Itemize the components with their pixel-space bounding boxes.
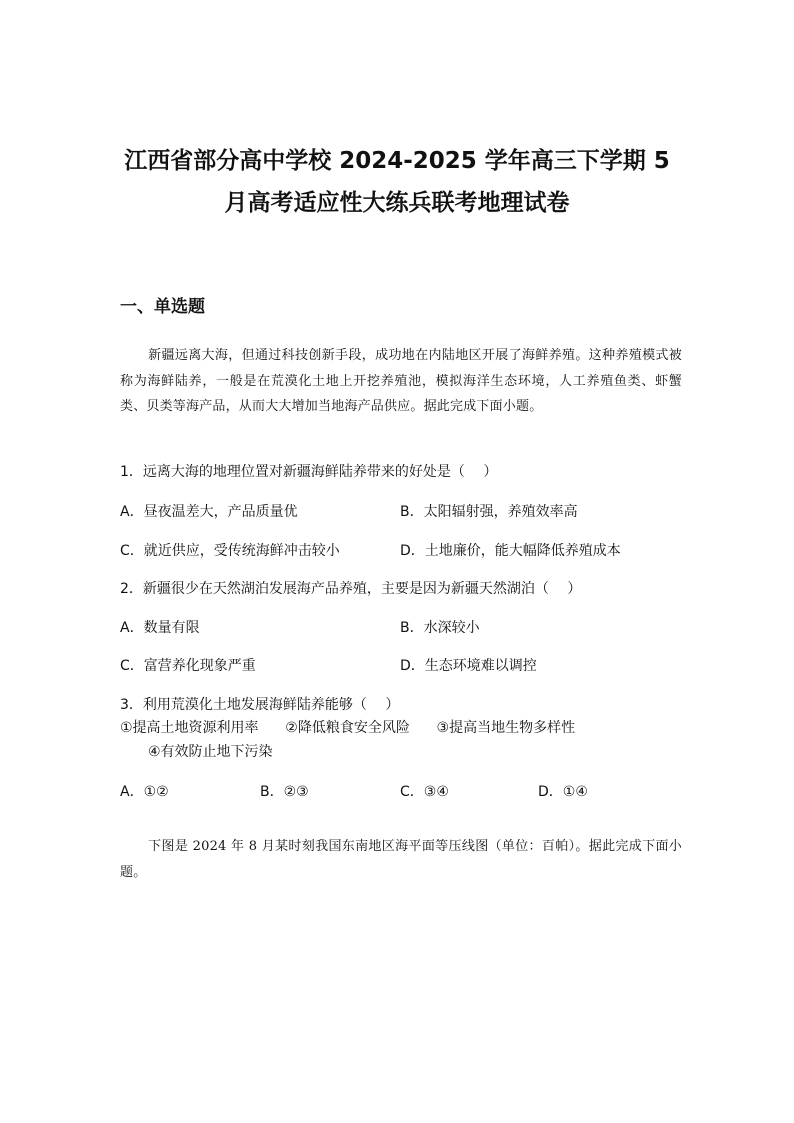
question-2-option-d[interactable]: D．生态环境难以调控: [400, 658, 537, 674]
reading-passage-2: [120, 834, 682, 885]
passage-2-text: 下图是 2024 年 8 月某时刻我国东南地区海平面等压线图（单位：百帕）。据此完成下面小题。: [120, 839, 682, 880]
passage-1-text: 新疆远离大海，但通过科技创新手段，成功地在内陆地区开展了海鲜养殖。这种养殖模式被称为海鲜陆养，一般是在荒漠化土地上开挖养殖池，模拟海洋生态环境，人工养殖鱼类、虾蟹类、贝类等海产品，从而大大增加当地海产品供应。据此完成下面小题。: [120, 348, 682, 414]
page-title: [100, 140, 694, 224]
question-1-option-b[interactable]: B．太阳辐射强，养殖效率高: [400, 504, 578, 520]
title-line-1: 江西省部分高中学校 2024-2025 学年高三下学期 5: [124, 148, 670, 174]
title-line-2: 月高考适应性大练兵联考地理试卷: [224, 190, 570, 216]
question-3-option-b[interactable]: B．②③: [260, 784, 309, 800]
question-1-stem: 1．远离大海的地理位置对新疆海鲜陆养带来的好处是（ ）: [120, 464, 498, 480]
question-2-option-c[interactable]: C．富营养化现象严重: [120, 658, 256, 674]
statement-3: ③提高当地生物多样性: [436, 720, 576, 736]
question-1-option-a[interactable]: A．昼夜温差大，产品质量优: [120, 504, 298, 520]
question-2-stem: 2．新疆很少在天然湖泊发展海产品养殖，主要是因为新疆天然湖泊（ ）: [120, 581, 582, 597]
question-3-option-d[interactable]: D．①④: [538, 784, 588, 800]
statement-4: ④有效防止地下污染: [148, 744, 273, 760]
question-2-option-a[interactable]: A．数量有限: [120, 620, 200, 636]
question-3-stem: 3．利用荒漠化土地发展海鲜陆养能够（ ）: [120, 697, 400, 713]
statement-1: ①提高土地资源利用率: [120, 720, 259, 736]
statement-2: ②降低粮食安全风险: [285, 720, 410, 736]
section-heading: 一、单选题: [120, 297, 205, 317]
question-3-option-c[interactable]: C．③④: [400, 784, 449, 800]
question-3-option-a[interactable]: A．①②: [120, 784, 169, 800]
reading-passage-1: [120, 343, 682, 420]
question-2-option-b[interactable]: B．水深较小: [400, 620, 480, 636]
question-3-statements: [120, 716, 680, 764]
question-1-option-c[interactable]: C．就近供应，受传统海鲜冲击较小: [120, 543, 340, 559]
question-1-option-d[interactable]: D．土地廉价，能大幅降低养殖成本: [400, 543, 621, 559]
